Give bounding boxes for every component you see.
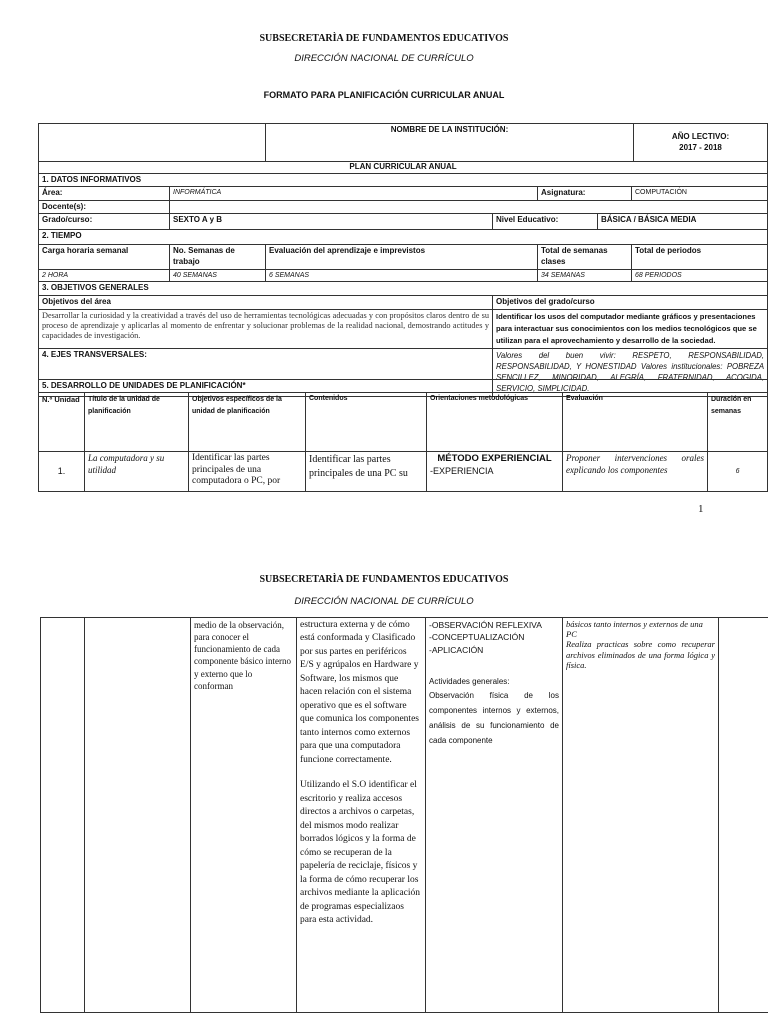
tiempo-value: 6 SEMANAS (266, 270, 538, 282)
table-row (39, 452, 768, 492)
objetivos-area-text: Desarrollar la curiosidad y la creatividad a través del uso de herramientas tecnológicas adecuadas y con propósitos claros dentro de su proceso de aprendizaje y aplicarlas al momento de enfrentar y solucionar problemas de la realidad nacional, demostrando actitudes y capacidades de investigación. (39, 310, 493, 348)
tiempo-value: 40 SEMANAS (170, 270, 266, 282)
anio-label: AÑO LECTIVO: (671, 132, 730, 142)
unidad-titulo: La computadora y su utilidad (85, 452, 189, 492)
desarrollo-table (38, 379, 768, 492)
column-header: Duración en semanas (708, 393, 768, 452)
nivel-label: Nivel Educativo: (493, 214, 598, 230)
objetivos-grado-text: Identificar los usos del computador mediante gráficos y presentaciones para interactuar sus conocimientos con los medios tecnológicos que se utilizan para el aprovechamiento y desarrollo de la sociedad. (493, 310, 768, 348)
unidad-objetivo-cont: medio de la observación, para conocer el funcionamiento de cada componente básico interno y externo que lo conforman (191, 618, 297, 1013)
evaluacion-practica: Realiza practicas sobre como recuperar archivos eliminados de una forma lógica y física. (566, 639, 715, 670)
metodo-paso: -CONCEPTUALIZACIÓN (429, 632, 525, 643)
ejes-title: 4. EJES TRANSVERSALES: (39, 348, 493, 396)
column-header: Contenidos (306, 393, 427, 452)
grado-label: Grado/curso: (39, 214, 170, 230)
actividades-label: Actividades generales: (429, 676, 510, 686)
tiempo-value: 68 PERIODOS (632, 270, 768, 282)
column-header: N.º Unidad (39, 393, 85, 452)
tiempo-title: 2. TIEMPO (39, 230, 768, 245)
objetivos-area-label: Objetivos del área (39, 296, 493, 310)
docente-label: Docente(s): (39, 200, 170, 213)
evaluacion-cont: básicos tanto internos y externos de una PC (566, 619, 703, 640)
desarrollo-title: 5. DESARROLLO DE UNIDADES DE PLANIFICACIÓN* (39, 380, 768, 393)
page-number: 1 (698, 503, 704, 515)
grado-value: SEXTO A y B (170, 214, 493, 230)
tiempo-header: Evaluación del aprendizaje e imprevistos (266, 245, 538, 270)
plan-title: PLAN CURRICULAR ANUAL (39, 162, 768, 174)
unidad-contenido-cont: estructura externa y de cómo está conformada y Clasificado por sus partes en periféricos E/S y agrúpalos en Hardware y Software, los mismos que hacen relación con el sistema operativo que es el software que comunica los componentes tanto internos como externos para que una computadora funcione correctamente. (300, 620, 419, 765)
unidad-contenido-2: Utilizando el S.O identificar el escritorio y realiza accesos directos a archivos o carpetas, del mismos modo realizar borrados lógicos y la forma de cómo se recuperan de la papelería de reciclaje, físicos y la forma de cómo recuperar los archivos mediante la aplicación de programas especializaos para esta actividad. (300, 780, 421, 926)
metodo-paso: -OBSERVACIÓN REFLEXIVA (429, 620, 542, 630)
docente-value[interactable] (170, 200, 768, 213)
unidad-contenido: Identificar las partes principales de una PC su (306, 452, 427, 492)
tiempo-value: 34 SEMANAS (538, 270, 632, 282)
tiempo-header: Total de periodos (632, 245, 768, 270)
logo-cell (39, 124, 266, 162)
table-row (41, 618, 768, 1013)
objetivos-title: 3. OBJETIVOS GENERALES (39, 282, 768, 296)
formato-title: FORMATO PARA PLANIFICACIÓN CURRICULAR ANUAL (263, 90, 505, 100)
plan-table (38, 161, 768, 397)
tiempo-header: No. Semanas de trabajo (170, 245, 266, 270)
ejes-text: Valores del buen vivir: RESPETO, RESPONSABILIDAD, RESPONSABILIDAD, Y HONESTIDAD Valores institucionales: POBREZA SENCILLEZ, MINORIDAD, ALEGRÍA, FRATERNIDAD, ACOGIDA, SERVICIO, SIMPLICIDAD. (493, 348, 768, 396)
tiempo-header: Total de semanas clases (538, 245, 632, 270)
column-header: Título de la unidad de planificación (85, 393, 189, 452)
unidad-num: 1. (39, 452, 85, 492)
institucion-label: NOMBRE DE LA INSTITUCIÓN: (266, 124, 634, 162)
unidad-evaluacion: Proponer intervenciones orales explicando los componentes (563, 452, 708, 492)
area-value: INFORMÁTICA (170, 187, 538, 200)
direccion-heading-page2: DIRECCIÓN NACIONAL DE CURRÍCULO (294, 596, 474, 607)
objetivos-grado-label: Objetivos del grado/curso (493, 296, 768, 310)
column-header: Orientaciones metodológicas (427, 393, 563, 452)
column-header: Evaluación (563, 393, 708, 452)
metodo-paso: -EXPERIENCIA (430, 465, 494, 476)
subsecretaria-heading-page2: SUBSECRETARÌA DE FUNDAMENTOS EDUCATIVOS (259, 574, 509, 585)
actividades-text: Observación física de los componentes internos y externos, análisis de su funcionamiento de cada componente (429, 690, 559, 746)
nivel-value: BÁSICA / BÁSICA MEDIA (598, 214, 768, 230)
tiempo-value: 2 HORA (39, 270, 170, 282)
anio-value: 2017 - 2018 (679, 142, 722, 152)
subsecretaria-heading: SUBSECRETARÌA DE FUNDAMENTOS EDUCATIVOS (259, 33, 509, 44)
desarrollo-table-continued (40, 617, 768, 1013)
metodo-paso: -APLICACIÓN (429, 644, 484, 655)
asignatura-label: Asignatura: (538, 187, 632, 200)
unidad-duracion: 6 (708, 452, 768, 492)
unidad-objetivo: Identificar las partes principales de una computadora o PC, por (189, 452, 306, 492)
direccion-heading: DIRECCIÓN NACIONAL DE CURRÍCULO (294, 53, 474, 64)
asignatura-value: COMPUTACIÓN (632, 187, 768, 200)
tiempo-header: Carga horaria semanal (39, 245, 170, 270)
datos-title: 1. DATOS INFORMATIVOS (39, 174, 768, 187)
metodo-title: MÉTODO EXPERIENCIAL (437, 453, 552, 465)
column-header: Objetivos específicos de la unidad de planificación (189, 393, 306, 452)
institution-table (38, 123, 768, 162)
area-label: Área: (39, 187, 170, 200)
